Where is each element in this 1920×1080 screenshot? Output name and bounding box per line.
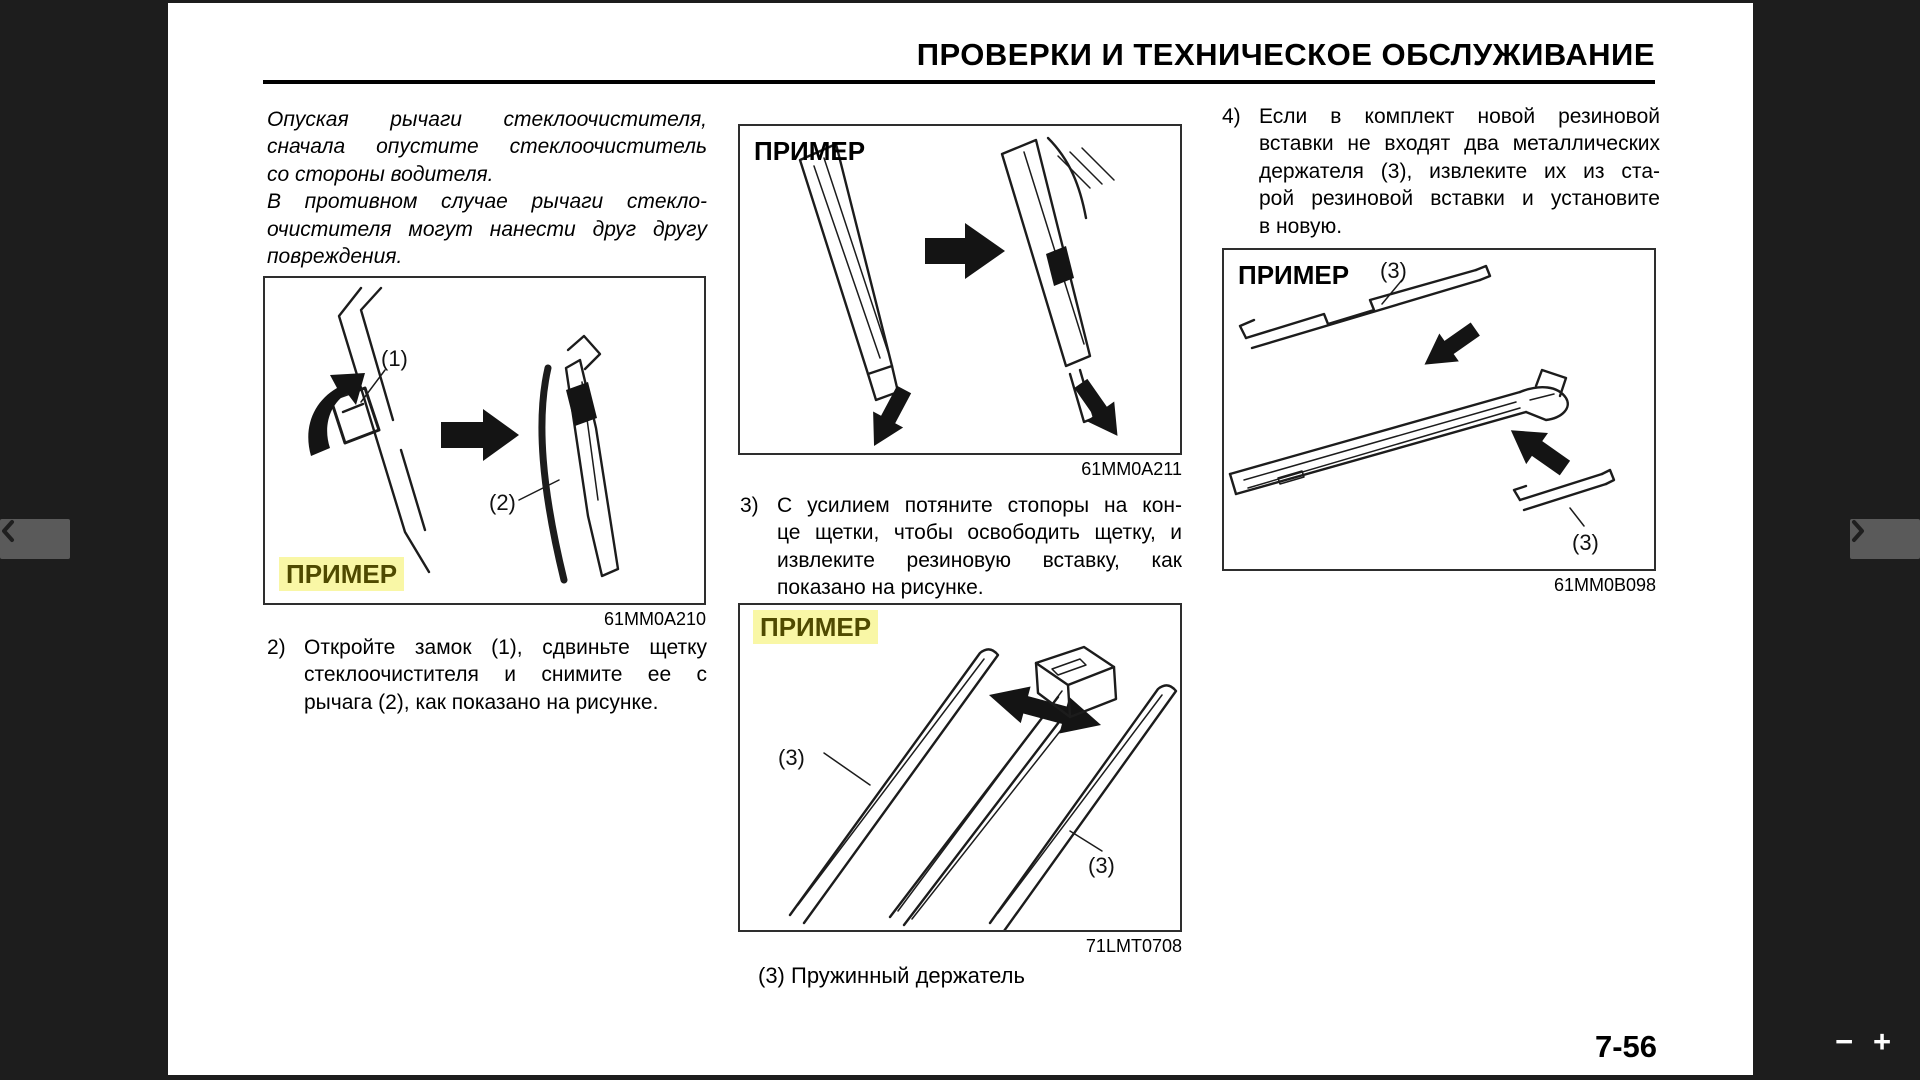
figure-box-4	[1222, 248, 1656, 571]
text-line: С усилием потяните стопоры на кон-	[777, 494, 1182, 517]
metal-holder-swap-illustration	[1224, 250, 1654, 569]
text-line: держателя (3), извлеките их из ста-	[1259, 159, 1660, 183]
figure-caption: 61MM0A211	[1081, 459, 1182, 479]
text-line: со стороны водителя.	[267, 162, 494, 186]
text-line: це щетки, чтобы освободить щетку, и	[777, 521, 1182, 545]
intro-note	[267, 106, 707, 270]
figure1-label-2: (2)	[489, 490, 516, 515]
text-line: извлеките резиновую вставку, как	[777, 548, 1182, 572]
text-line: рычага (2), как показано на рисунке.	[304, 690, 659, 714]
text-line: рой резиновой вставки и установите	[1259, 187, 1660, 211]
example-badge: ПРИМЕР	[754, 136, 866, 166]
zoom-out-button[interactable]: −	[1834, 1024, 1854, 1059]
figure-box-3	[738, 603, 1182, 932]
page-number: 7-56	[1594, 1029, 1657, 1064]
legend-spring-holder: (3) Пружинный держатель	[758, 963, 1025, 988]
text-line: очистителя могут нанести друг другу	[267, 217, 707, 241]
rubber-insert-holders-illustration	[740, 605, 1180, 930]
wiper-blade-stopper-illustration	[740, 126, 1180, 453]
manual-page	[168, 3, 1753, 1075]
figure-caption: 61MM0A210	[603, 609, 706, 629]
example-badge: ПРИМЕР	[1238, 260, 1350, 290]
figure4-label-3a: (3)	[1380, 258, 1407, 283]
example-badge: ПРИМЕР	[279, 557, 404, 591]
prev-page-button[interactable]	[0, 519, 70, 559]
step-number: 4)	[1222, 105, 1241, 128]
figure-box-2	[738, 124, 1182, 455]
figure3-label-3b: (3)	[1088, 853, 1115, 878]
text-line: сначала опустите стеклоочиститель	[267, 135, 707, 159]
text-line: Если в комплект новой резиновой	[1259, 105, 1660, 128]
step-4	[1222, 103, 1660, 240]
text-line: Опуская рычаги стеклоочистителя,	[267, 108, 707, 131]
figure1-label-1: (1)	[381, 346, 408, 371]
text-line: В противном случае рычаги стекло-	[267, 190, 707, 214]
figure-box-1	[263, 276, 706, 605]
figure-caption: 61MM0B098	[1553, 575, 1656, 595]
text-line: стеклоочистителя и снимите ее с	[304, 663, 707, 687]
figure4-label-3b: (3)	[1572, 530, 1599, 555]
chevron-left-icon	[0, 519, 16, 543]
step-number: 3)	[740, 494, 759, 517]
text-line: вставки не входят два металлических	[1259, 132, 1660, 156]
wiper-arm-unlock-illustration	[265, 278, 704, 603]
step-number: 2)	[267, 636, 286, 659]
text-line: повреждения.	[267, 244, 403, 268]
step-3	[740, 492, 1182, 602]
text-line: Откройте замок (1), сдвиньте щетку	[304, 636, 707, 659]
figure-caption: 71LMT0708	[1085, 936, 1182, 956]
step-2	[267, 634, 707, 716]
example-badge: ПРИМЕР	[753, 610, 878, 644]
figure3-label-3a: (3)	[778, 745, 805, 770]
zoom-in-button[interactable]: +	[1872, 1024, 1892, 1059]
chevron-right-icon	[1850, 519, 1866, 543]
next-page-button[interactable]	[1850, 519, 1920, 559]
header-rule	[263, 80, 1655, 84]
page-title: ПРОВЕРКИ И ТЕХНИЧЕСКОЕ ОБСЛУЖИВАНИЕ	[916, 37, 1655, 72]
text-line: показано на рисунке.	[777, 576, 984, 600]
text-line: в новую.	[1259, 214, 1343, 238]
